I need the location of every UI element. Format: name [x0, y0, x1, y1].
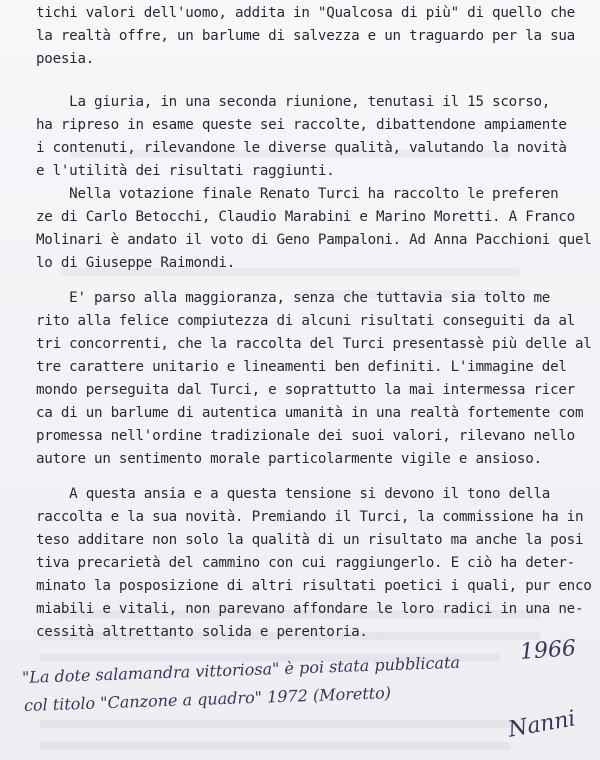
- text-line: miabili e vitali, non parevano affondare le loro radici in una ne-: [36, 601, 584, 617]
- text-line: ca di un barlume di autentica umanità in una realtà fortemente com: [36, 405, 584, 421]
- text-line: rito alla felice compiutezza di alcuni risultati conseguiti da al: [36, 313, 575, 329]
- text-line: La giuria, in una seconda riunione, tenutasi il 15 scorso,: [36, 94, 551, 110]
- text-line: raccolta e la sua novità. Premiando il Turci, la commissione ha in: [36, 509, 584, 525]
- text-line: tichi valori dell'uomo, addita in "Qualcosa di più" di quello che: [36, 5, 575, 21]
- text-line: minato la posposizione di altri risultati poetici i quali, pur enco: [36, 578, 592, 594]
- handwritten-note-line-1: "La dote salamandra vittoriosa" è poi stata pubblicata: [21, 652, 461, 687]
- handwritten-note-line-2: col titolo "Canzone a quadro" 1972 (Moretto): [23, 683, 392, 715]
- text-line: teso additare non solo la qualità di un risultato ma anche la posi: [36, 532, 584, 548]
- text-line: promessa nell'ordine tradizionale dei suoi valori, rilevano nello: [36, 428, 575, 444]
- text-line: tiva precarietà del cammino con cui raggiungerlo. E ciò ha deter-: [36, 555, 575, 571]
- text-line: tri concorrenti, che la raccolta del Turci presentassè più delle al: [36, 336, 592, 352]
- text-line: ze di Carlo Betocchi, Claudio Marabini e Marino Moretti. A Franco: [36, 209, 575, 225]
- text-line: A questa ansia e a questa tensione si devono il tono della: [36, 486, 551, 502]
- text-line: tre carattere unitario e lineamenti ben definiti. L'immagine del: [36, 359, 567, 375]
- handwritten-signature: Nanni: [506, 706, 578, 743]
- text-line: e l'utilità dei risultati raggiunti.: [36, 163, 335, 179]
- text-line: autore un sentimento morale particolarmente vigile e ansioso.: [36, 451, 542, 467]
- text-line: poesia.: [36, 51, 95, 67]
- text-line: Nella votazione finale Renato Turci ha raccolto le preferen: [36, 186, 559, 202]
- text-line: ha ripreso in esame queste sei raccolte, dibattendone ampiamente: [36, 117, 567, 133]
- text-line: i contenuti, rilevandone le diverse qualità, valutando la novità: [36, 140, 567, 156]
- handwritten-year: 1966: [519, 636, 577, 665]
- text-line: mondo perseguita dal Turci, e soprattutto la mai intermessa ricer: [36, 382, 575, 398]
- text-line: cessità altrettanto solida e perentoria.: [36, 624, 368, 640]
- text-line: Molinari è andato il voto di Geno Pampaloni. Ad Anna Pacchioni quel: [36, 232, 592, 248]
- text-line: lo di Giuseppe Raimondi.: [36, 255, 235, 271]
- text-line: la realtà offre, un barlume di salvezza e un traguardo per la sua: [36, 28, 575, 44]
- text-line: E' parso alla maggioranza, senza che tuttavia sia tolto me: [36, 290, 551, 306]
